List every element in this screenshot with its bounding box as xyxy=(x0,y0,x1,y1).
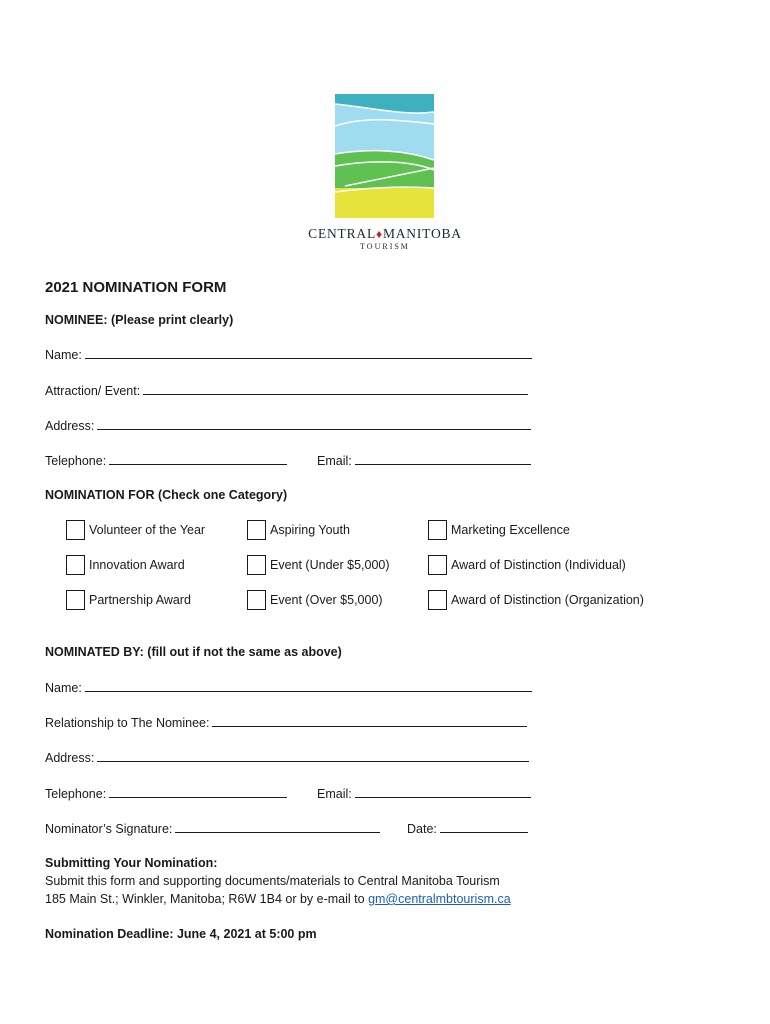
category-label: Marketing Excellence xyxy=(451,523,570,537)
nominator-telephone-field[interactable] xyxy=(109,786,287,798)
category-label: Aspiring Youth xyxy=(270,523,350,537)
nominee-telephone-row xyxy=(45,453,287,468)
nominee-address-field[interactable] xyxy=(97,418,531,430)
category-volunteer-of-the-year[interactable] xyxy=(66,520,205,540)
category-partnership-award[interactable] xyxy=(66,590,191,610)
nominator-name-row xyxy=(45,680,532,695)
checkbox[interactable] xyxy=(247,590,266,610)
nominator-email-field[interactable] xyxy=(355,786,531,798)
central-manitoba-tourism-logo xyxy=(335,94,434,218)
category-marketing-excellence[interactable] xyxy=(428,520,570,540)
checkbox[interactable] xyxy=(428,555,447,575)
nominator-email-label: Email: xyxy=(317,787,352,801)
nominee-name-field[interactable] xyxy=(85,347,532,359)
category-award-of-distinction-individual[interactable] xyxy=(428,555,626,575)
category-event-under-5000[interactable] xyxy=(247,555,390,575)
nominee-address-row xyxy=(45,418,531,433)
date-row xyxy=(407,821,528,836)
submission-email-link[interactable]: gm@centralmbtourism.ca xyxy=(368,892,511,906)
date-label: Date: xyxy=(407,822,437,836)
signature-label: Nominator’s Signature: xyxy=(45,822,173,836)
nominee-heading: NOMINEE: (Please print clearly) xyxy=(45,313,234,327)
logo-graphic xyxy=(335,94,434,218)
date-field[interactable] xyxy=(440,821,528,833)
nominator-name-field[interactable] xyxy=(85,680,532,692)
nominee-email-field[interactable] xyxy=(355,453,531,465)
logo-wordmark xyxy=(300,226,470,242)
category-label: Partnership Award xyxy=(89,593,191,607)
submitting-heading: Submitting Your Nomination: xyxy=(45,856,218,870)
nominator-address-label: Address: xyxy=(45,751,95,765)
relationship-row xyxy=(45,715,527,730)
checkbox[interactable] xyxy=(66,590,85,610)
relationship-field[interactable] xyxy=(212,715,527,727)
submitting-line-2 xyxy=(45,890,511,908)
category-innovation-award[interactable] xyxy=(66,555,185,575)
nominator-name-label: Name: xyxy=(45,681,82,695)
checkbox[interactable] xyxy=(247,555,266,575)
submitting-address-text: 185 Main St.; Winkler, Manitoba; R6W 1B4 or by e-mail to xyxy=(45,892,365,906)
relationship-label: Relationship to The Nominee: xyxy=(45,716,210,730)
nominee-email-row xyxy=(317,453,531,468)
checkbox[interactable] xyxy=(428,520,447,540)
nominee-attraction-label: Attraction/ Event: xyxy=(45,384,141,398)
nominated-by-heading: NOMINATED BY: (fill out if not the same as above) xyxy=(45,645,342,659)
signature-field[interactable] xyxy=(175,821,380,833)
category-event-over-5000[interactable] xyxy=(247,590,383,610)
checkbox[interactable] xyxy=(428,590,447,610)
submitting-line-1: Submit this form and supporting documents/materials to Central Manitoba Tourism xyxy=(45,874,500,888)
submitting-instructions xyxy=(45,872,511,908)
nominator-email-row xyxy=(317,786,531,801)
nominee-address-label: Address: xyxy=(45,419,95,433)
nominee-telephone-field[interactable] xyxy=(109,453,287,465)
logo-subtitle: TOURISM xyxy=(360,242,410,251)
nominee-name-row xyxy=(45,347,532,362)
nominator-address-row xyxy=(45,750,529,765)
category-label: Innovation Award xyxy=(89,558,185,572)
nominee-name-label: Name: xyxy=(45,348,82,362)
nominator-address-field[interactable] xyxy=(97,750,529,762)
checkbox[interactable] xyxy=(66,555,85,575)
category-label: Event (Under $5,000) xyxy=(270,558,390,572)
logo-name-2: MANITOBA xyxy=(382,226,462,241)
nomination-deadline: Nomination Deadline: June 4, 2021 at 5:00 pm xyxy=(45,927,317,941)
maple-leaf-icon: ♦ xyxy=(376,227,383,241)
nominee-email-label: Email: xyxy=(317,454,352,468)
category-label: Award of Distinction (Individual) xyxy=(451,558,626,572)
form-title: 2021 NOMINATION FORM xyxy=(45,279,227,296)
category-aspiring-youth[interactable] xyxy=(247,520,350,540)
signature-row xyxy=(45,821,380,836)
nominee-telephone-label: Telephone: xyxy=(45,454,107,468)
category-label: Volunteer of the Year xyxy=(89,523,206,537)
category-heading: NOMINATION FOR (Check one Category) xyxy=(45,488,288,502)
category-label: Event (Over $5,000) xyxy=(270,593,383,607)
nominee-attraction-row xyxy=(45,383,528,398)
checkbox[interactable] xyxy=(66,520,85,540)
category-label: Award of Distinction (Organization) xyxy=(451,593,644,607)
nominator-telephone-label: Telephone: xyxy=(45,787,107,801)
nominee-attraction-field[interactable] xyxy=(143,383,528,395)
nominator-telephone-row xyxy=(45,786,287,801)
checkbox[interactable] xyxy=(247,520,266,540)
category-award-of-distinction-organization[interactable] xyxy=(428,590,644,610)
logo-name: CENTRAL xyxy=(308,226,376,241)
